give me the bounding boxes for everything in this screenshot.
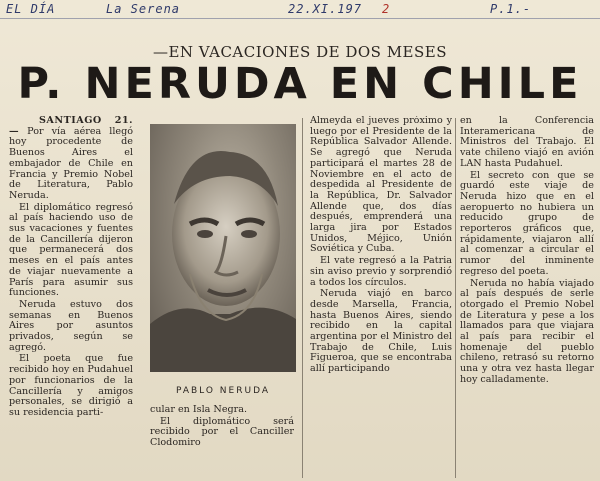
paragraph: El diplomático será recibido por el Canciller Clodomiro [150,415,294,449]
article-column-1 [9,116,133,478]
paragraph: en la Conferencia Interamericana de Ministros del Trabajo. El vate chileno viajó en avión LAN hasta Pudahuel. [460,116,594,169]
paragraph: Almeyda el jueves próximo y luego por el Presidente de la República Salvador Allende. Se agregó que Neruda participará el martes 28 de Noviembre en el acto de despedida al Presidente de la República, Dr. Salvador Allende que, dos días después, emprenderá una larga jira por Estados Unidos, Méjico, Unión Soviética y Cuba. [310,116,452,255]
column-divider [302,118,303,478]
paragraph: El diplomático regresó al país haciendo uso de sus vacaciones y fuentes de la Cancillería dijeron que permanecerá dos meses en el país antes de viajar nuevamente a París para asumir sus funciones. [9,201,133,299]
article-column-3 [310,116,452,478]
handwritten-date-digit: 2 [382,2,391,16]
handwritten-date: 22.XI.197 [288,2,363,16]
article-headline: P. NERUDA EN CHILE [17,59,583,109]
paragraph: Neruda estuvo dos semanas en Buenos Aires por asuntos privados, según se agregó. [9,298,133,353]
column-divider [455,118,456,478]
paragraph: Por vía aérea llegó hoy procedente de Buenos Aires el embajador de Chile en Francia y Premio Nobel de Literatura, Pablo Neruda. [9,125,133,201]
annotation-underline [0,18,600,19]
dateline: SANTIAGO 21.— [9,116,133,137]
paragraph: Neruda viajó en barco desde Marsella, Francia, hasta Buenos Aires, siendo recibido en la capital argentina por el Ministro del Trabajo de Chile, Luis Figueroa, que se encontraba allí participando [310,288,452,375]
paragraph: El secreto con que se guardó este viaje de Neruda hizo que en el aeropuerto no hubiera un reducido grupo de reporteros gráficos que, rápidamente, viajaron allí al comenzar a circular el rumor del inminente regreso del poeta. [460,169,594,277]
article-kicker: —EN VACACIONES DE DOS MESES [152,43,448,61]
paragraph: cular en Isla Negra. [150,405,248,415]
photo-caption: PABLO NERUDA [175,386,270,396]
handwritten-paper-name: EL DÍA [6,2,56,16]
paragraph: El vate regresó a la Patria sin aviso previo y sorprendió a todos los círculos. [310,255,452,288]
article-column-2-bottom [150,405,294,478]
neruda-portrait-photo [150,124,296,372]
paragraph: Neruda no había viajado al país después de serle otorgado el Premio Nobel de Literatura y pese a los llamados para que viajara al país para recibir el homenaje del pueblo chileno, retrasó su retorno una y otra vez hasta llegar hoy calladamente. [460,277,594,385]
article-column-4 [460,116,594,478]
paragraph: El poeta que fue recibido hoy en Pudahuel por funcionarios de la Cancillería y amigos personales, se dirigió a su residencia parti- [9,353,133,418]
handwritten-city: La Serena [106,2,181,16]
handwritten-ref: P.1.- [490,2,532,16]
